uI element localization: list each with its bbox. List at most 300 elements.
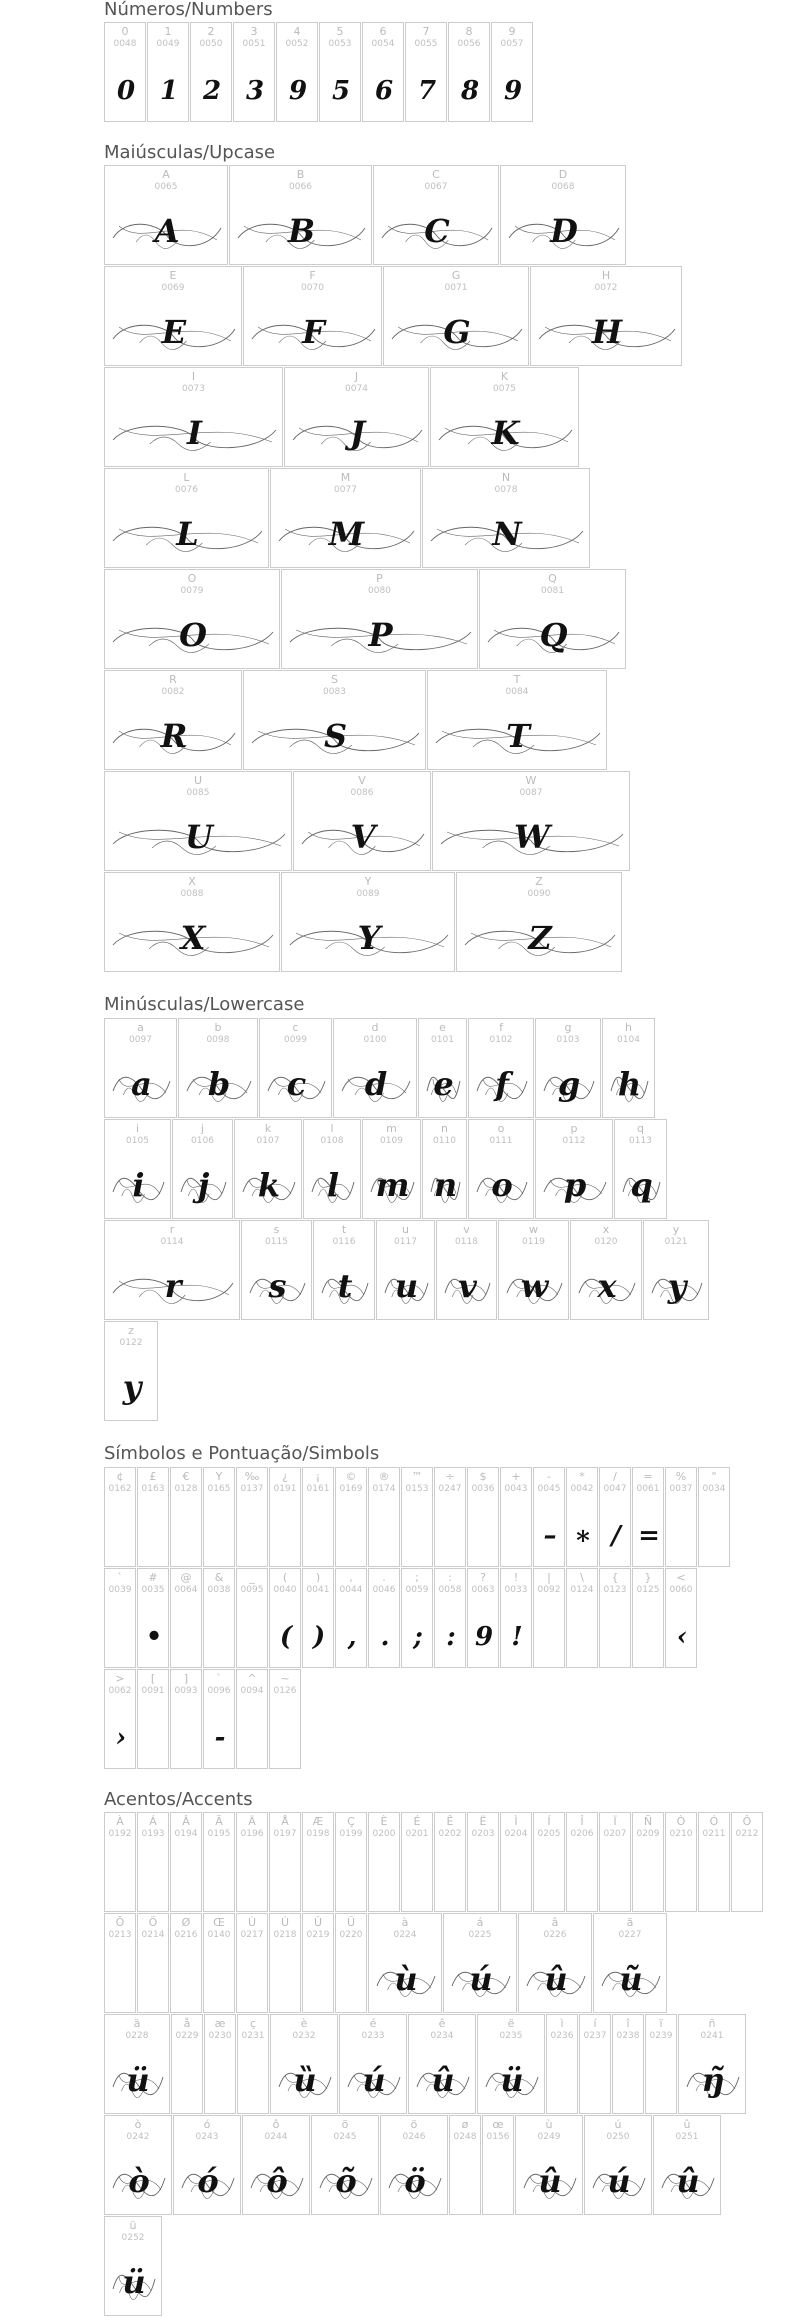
glyph-char-label: l [330, 1122, 334, 1135]
glyph-code-label: 0165 [207, 1484, 231, 1494]
glyph-code-label: 0038 [207, 1585, 231, 1595]
glyph-code-label: 0140 [207, 1930, 231, 1940]
glyph-sample: R [160, 717, 188, 755]
glyph-code-label: 0090 [527, 889, 551, 899]
swash-stroke [378, 1189, 398, 1203]
swash-stroke [471, 933, 611, 947]
glyph-char-label: * [579, 1470, 585, 1483]
swash-stroke [355, 1088, 384, 1102]
glyph-sample: ȕ [293, 2061, 317, 2099]
glyph-cell-lower-0109 [362, 1119, 421, 1219]
swash-stroke [244, 226, 361, 240]
glyph-sample: s [268, 1267, 287, 1305]
swash-stroke [550, 1180, 602, 1194]
glyph-char-label: 0 [121, 25, 129, 38]
swash-ornament [113, 2275, 155, 2299]
swash-stroke [113, 931, 273, 952]
glyph-sample: v [458, 1267, 477, 1305]
swash-stroke [599, 2176, 641, 2190]
glyph-cell-accents-0198 [302, 1812, 334, 1912]
swash-stroke [486, 2073, 538, 2094]
glyph-char-label: ø [461, 2118, 469, 2131]
glyph-cell-symbols-0165 [203, 1467, 235, 1567]
glyph-sample: U [185, 818, 213, 856]
glyph-char-label: [ [150, 1672, 156, 1685]
glyph-char-label: V [358, 774, 366, 787]
glyph-code-label: 0250 [606, 2132, 630, 2142]
glyph-code-label: 0071 [444, 283, 468, 293]
swash-ornament [652, 1279, 702, 1303]
glyph-cell-upper-0072 [530, 266, 682, 366]
glyph-code-label: 0120 [594, 1237, 618, 1247]
glyph-code-label: 0044 [339, 1585, 363, 1595]
glyph-cell-accents-0218 [269, 1913, 301, 2013]
swash-stroke [140, 336, 187, 350]
glyph-code-label: 0245 [333, 2132, 357, 2142]
glyph-cell-lower-0122 [104, 1321, 158, 1421]
glyph-code-label: 0234 [430, 2031, 454, 2041]
glyph-cell-lower-0105 [104, 1119, 171, 1219]
swash-stroke [187, 1077, 251, 1098]
swash-ornament [488, 628, 619, 652]
glyph-char-label: î [626, 2017, 630, 2030]
glyph-char-label: @ [180, 1571, 192, 1584]
swash-stroke [477, 1077, 527, 1098]
swash-stroke [661, 1290, 683, 1304]
glyph-code-label: 0043 [504, 1484, 528, 1494]
glyph-cell-symbols-0161 [302, 1467, 334, 1567]
glyph-char-label: ú [614, 2118, 622, 2131]
glyph-char-label: ™ [411, 1470, 423, 1483]
swash-ornament [251, 2174, 303, 2198]
glyph-code-label: 0105 [126, 1136, 149, 1146]
glyph-sample: ũ [619, 1960, 643, 1998]
swash-stroke [181, 1178, 226, 1199]
glyph-code-label: 0118 [455, 1237, 478, 1247]
glyph-code-label: 0115 [265, 1237, 288, 1247]
glyph-char-label: A [162, 168, 170, 181]
glyph-sample: ü [500, 2061, 524, 2099]
glyph-sample: 9 [474, 1622, 494, 1652]
glyph-cell-accents-0227 [593, 1913, 667, 2013]
glyph-cell-accents-0216 [170, 1913, 202, 2013]
swash-ornament [182, 2174, 234, 2198]
glyph-char-label: ] [183, 1672, 189, 1685]
glyph-code-label: 0076 [175, 485, 198, 495]
glyph-char-label: $ [479, 1470, 487, 1483]
glyph-code-label: 0210 [669, 1829, 693, 1839]
glyph-cell-lower-0099 [259, 1018, 332, 1118]
glyph-code-label: 0220 [339, 1930, 363, 1940]
glyph-sample: x [597, 1267, 617, 1305]
glyph-char-label: ` [216, 1672, 222, 1685]
swash-stroke [187, 1180, 222, 1194]
glyph-code-label: 0213 [108, 1930, 132, 1940]
glyph-char-label: s [273, 1223, 280, 1236]
glyph-cell-symbols-0045 [533, 1467, 565, 1567]
swash-stroke [544, 1178, 606, 1199]
glyph-sample: L [176, 515, 199, 553]
glyph-cell-symbols-0169 [335, 1467, 367, 1567]
glyph-sample: › [115, 1723, 127, 1753]
glyph-sample: W [514, 818, 550, 856]
glyph-char-label: 1 [164, 25, 172, 38]
glyph-sample: = [638, 1521, 660, 1551]
glyph-code-label: 0123 [603, 1585, 627, 1595]
glyph-code-label: 0093 [174, 1686, 198, 1696]
glyph-code-label: 0232 [292, 2031, 316, 2041]
glyph-cell-symbols-0064 [170, 1568, 202, 1668]
glyph-cell-accents-0238 [612, 2014, 644, 2114]
glyph-code-label: 0114 [160, 1237, 184, 1247]
glyph-sample: 9 [288, 76, 308, 106]
swash-stroke [445, 428, 568, 442]
glyph-code-label: 0214 [141, 1930, 165, 1940]
swash-stroke [452, 1290, 473, 1304]
glyph-sample: F [302, 313, 325, 351]
glyph-code-label: 0217 [240, 1930, 264, 1940]
swash-ornament [417, 2073, 469, 2097]
glyph-cell-symbols-0060 [665, 1568, 697, 1668]
glyph-cell-upper-0071 [383, 266, 529, 366]
glyph-char-label: 3 [250, 25, 258, 38]
glyph-cell-upper-0075 [430, 367, 579, 467]
glyph-cell-symbols-0033 [500, 1568, 532, 1668]
glyph-code-label: 0064 [174, 1585, 198, 1595]
glyph-cell-symbols-0247 [434, 1467, 466, 1567]
glyph-sample: ú [362, 2061, 386, 2099]
glyph-char-label: E [169, 269, 177, 282]
glyph-sample: i [132, 1166, 145, 1204]
glyph-sample: û [431, 2061, 455, 2099]
glyph-sample: m [375, 1166, 410, 1204]
swash-stroke [395, 2176, 437, 2190]
glyph-code-label: 0061 [636, 1484, 660, 1494]
swash-ornament [238, 224, 365, 248]
glyph-char-label: ó [203, 2118, 211, 2131]
swash-stroke [256, 1281, 301, 1295]
swash-ornament [279, 2073, 331, 2097]
swash-stroke [191, 2185, 214, 2199]
glyph-code-label: 0047 [603, 1484, 627, 1494]
glyph-code-label: 0191 [273, 1484, 297, 1494]
swash-stroke [431, 527, 583, 548]
swash-stroke [617, 1079, 644, 1093]
glyph-char-label: W [525, 774, 537, 787]
glyph-sample: w [520, 1267, 549, 1305]
glyph-code-label: 0069 [161, 283, 185, 293]
glyph-code-label: 0246 [402, 2132, 426, 2142]
glyph-cell-numbers-0056 [448, 22, 490, 122]
swash-ornament [524, 2174, 576, 2198]
swash-stroke [423, 2075, 465, 2089]
glyph-cell-lower-0107 [234, 1119, 302, 1219]
glyph-code-label: 0156 [486, 2132, 510, 2142]
glyph-sample: ŋ̃ [701, 2061, 725, 2099]
glyph-char-label: J [354, 370, 359, 383]
swash-stroke [533, 235, 576, 249]
swash-ornament [385, 1279, 428, 1303]
glyph-code-label: 0060 [669, 1585, 693, 1595]
glyph-sample: H [591, 313, 623, 351]
glyph-sample: l [326, 1166, 340, 1204]
swash-stroke [556, 1189, 583, 1203]
swash-stroke [434, 1189, 449, 1203]
glyph-cell-lower-0098 [178, 1018, 258, 1118]
glyph-char-label: S [331, 673, 338, 686]
swash-stroke [140, 740, 187, 754]
swash-ornament [113, 1279, 233, 1303]
swash-stroke [152, 841, 216, 855]
glyph-cell-accents-0201 [401, 1812, 433, 1912]
glyph-cell-accents-0225 [443, 1913, 517, 2013]
glyph-char-label: } [644, 1571, 652, 1584]
swash-stroke [188, 1189, 209, 1203]
swash-ornament [279, 527, 414, 551]
swash-stroke [392, 325, 522, 346]
glyph-sample: y [122, 1368, 142, 1406]
swash-stroke [119, 630, 269, 644]
swash-stroke [146, 538, 202, 552]
glyph-cell-upper-0081 [479, 569, 626, 669]
swash-stroke [119, 529, 258, 543]
swash-stroke [451, 1281, 486, 1295]
swash-stroke [123, 1088, 148, 1102]
glyph-code-label: 0163 [141, 1484, 165, 1494]
glyph-cell-accents-0246 [380, 2115, 448, 2215]
glyph-sample: - [214, 1723, 226, 1753]
glyph-cell-numbers-0050 [190, 22, 232, 122]
swash-stroke [113, 527, 262, 548]
glyph-code-label: 0072 [594, 283, 618, 293]
glyph-code-label: 0101 [431, 1035, 454, 1045]
glyph-sample: f [495, 1065, 509, 1103]
glyph-char-label: < [676, 1571, 686, 1584]
glyph-char-label: % [675, 1470, 687, 1483]
swash-stroke [188, 2176, 230, 2190]
glyph-code-label: 0238 [616, 2031, 640, 2041]
glyph-char-label: à [401, 1916, 409, 1929]
swash-stroke [119, 731, 231, 745]
glyph-char-label: y [672, 1223, 680, 1236]
glyph-code-label: 0104 [617, 1035, 640, 1045]
glyph-char-label: ; [415, 1571, 419, 1584]
glyph-cell-accents-0212 [731, 1812, 763, 1912]
swash-stroke [458, 1974, 506, 1988]
swash-ornament [113, 628, 273, 652]
swash-stroke [602, 1972, 660, 1993]
swash-stroke [447, 832, 619, 846]
glyph-cell-lower-0104 [602, 1018, 655, 1118]
glyph-cell-accents-0234 [408, 2014, 476, 2114]
glyph-sample: õ [335, 2162, 357, 2200]
glyph-cell-symbols-0047 [599, 1467, 631, 1567]
glyph-char-label: g [564, 1021, 572, 1034]
swash-stroke [322, 1279, 368, 1300]
glyph-char-label: P [376, 572, 383, 585]
glyph-code-label: 0205 [537, 1829, 561, 1839]
glyph-code-label: 0111 [489, 1136, 513, 1146]
glyph-char-label: j [200, 1122, 205, 1135]
glyph-char-label: æ [214, 2017, 226, 2030]
swash-ornament [342, 1077, 410, 1101]
glyph-char-label: O [187, 572, 197, 585]
swash-stroke [354, 2075, 396, 2089]
glyph-char-label: \ [580, 1571, 584, 1584]
glyph-char-label: Ì [514, 1815, 518, 1828]
glyph-sample: b [207, 1065, 231, 1103]
glyph-code-label: 0091 [141, 1686, 165, 1696]
glyph-char-label: Ë [479, 1815, 487, 1828]
swash-ornament [312, 1178, 354, 1202]
glyph-code-label: 0112 [562, 1136, 586, 1146]
glyph-code-label: 0242 [126, 2132, 150, 2142]
title-accents: Acentos/Accents [104, 1789, 253, 1810]
glyph-cell-symbols-0096 [203, 1669, 235, 1769]
glyph-code-label: 0207 [603, 1829, 627, 1839]
glyph-sample: 0 [116, 76, 136, 106]
swash-stroke [486, 1088, 508, 1102]
glyph-char-label: © [345, 1470, 357, 1483]
swash-stroke [290, 740, 352, 754]
glyph-code-label: 0057 [500, 39, 524, 49]
glyph-sample: ú [469, 1960, 493, 1998]
glyph-sample: 7 [417, 76, 437, 106]
swash-stroke [122, 1189, 145, 1203]
swash-stroke [392, 1290, 412, 1304]
glyph-code-label: 0125 [636, 1585, 660, 1595]
glyph-cell-accents-0214 [137, 1913, 169, 2013]
glyph-code-label: 0252 [121, 2233, 145, 2243]
swash-stroke [193, 1079, 247, 1093]
swash-stroke [530, 2176, 572, 2190]
glyph-cell-accents-0193 [137, 1812, 169, 1912]
glyph-char-label: Î [580, 1815, 584, 1828]
glyph-char-label: è [300, 2017, 308, 2030]
swash-ornament [477, 1077, 527, 1101]
swash-stroke [139, 1290, 185, 1304]
glyph-cell-upper-0067 [373, 165, 499, 265]
glyph-cell-symbols-0043 [500, 1467, 532, 1567]
glyph-char-label: ñ [708, 2017, 716, 2030]
glyph-code-label: 0219 [306, 1930, 330, 1940]
glyph-sample: N [492, 515, 522, 553]
glyph-char-label: X [188, 875, 196, 888]
glyph-cell-symbols-0092 [533, 1568, 565, 1668]
glyph-code-label: 0077 [334, 485, 357, 495]
glyph-sample: d [364, 1065, 388, 1103]
swash-stroke [299, 428, 418, 442]
glyph-char-label: ? [480, 1571, 486, 1584]
glyph-char-label: Q [548, 572, 557, 585]
glyph-cell-lower-0102 [468, 1018, 534, 1118]
glyph-cell-upper-0090 [456, 872, 622, 972]
glyph-char-label: b [214, 1021, 222, 1034]
glyph-char-label: L [183, 471, 190, 484]
glyph-char-label: ¡ [315, 1470, 321, 1483]
glyph-cell-accents-0210 [665, 1812, 697, 1912]
glyph-cell-lower-0118 [436, 1220, 497, 1320]
swash-stroke [290, 628, 471, 649]
swash-stroke [252, 1189, 275, 1203]
glyph-cell-accents-0252 [104, 2216, 162, 2316]
glyph-cell-lower-0106 [172, 1119, 233, 1219]
glyph-cell-symbols-0039 [104, 1568, 136, 1668]
glyph-sample: g [557, 1065, 581, 1103]
swash-stroke [290, 931, 448, 952]
glyph-cell-symbols-0094 [236, 1669, 268, 1769]
glyph-char-label: € [182, 1470, 190, 1483]
glyph-code-label: 0085 [186, 788, 210, 798]
glyph-sample: . [380, 1622, 390, 1652]
swash-stroke [113, 2174, 165, 2195]
swash-ornament [181, 1178, 226, 1202]
swash-stroke [250, 1279, 305, 1300]
glyph-char-label: z [128, 1324, 134, 1337]
glyph-char-label: _ [249, 1571, 255, 1584]
glyph-char-label: À [116, 1815, 124, 1828]
glyph-char-label: ! [513, 1571, 519, 1584]
glyph-cell-upper-0068 [500, 165, 626, 265]
glyph-code-label: 0216 [174, 1930, 198, 1940]
glyph-char-label: 5 [336, 25, 344, 38]
glyph-sample: k [257, 1166, 281, 1204]
glyph-cell-accents-0207 [599, 1812, 631, 1912]
glyph-code-label: 0231 [241, 2031, 265, 2041]
swash-stroke [509, 224, 619, 245]
glyph-cell-accents-0220 [335, 1913, 367, 2013]
swash-stroke [463, 1983, 488, 1997]
swash-stroke [628, 1189, 646, 1203]
glyph-code-label: 0200 [372, 1829, 396, 1839]
glyph-code-label: 0033 [504, 1585, 528, 1595]
glyph-cell-symbols-0093 [170, 1669, 202, 1769]
swash-ornament [602, 1972, 660, 1996]
glyph-code-label: 0051 [242, 39, 266, 49]
glyph-cell-numbers-0052 [276, 22, 318, 122]
swash-stroke [113, 2073, 163, 2094]
swash-stroke [348, 2073, 400, 2094]
glyph-char-label: f [499, 1021, 503, 1034]
glyph-code-label: 0094 [240, 1686, 264, 1696]
swash-stroke [431, 1088, 448, 1102]
swash-stroke [513, 1281, 558, 1295]
swash-stroke [329, 841, 376, 855]
glyph-code-label: 0174 [372, 1484, 396, 1494]
glyph-char-label: t [341, 1223, 347, 1236]
glyph-sample: J [349, 414, 366, 452]
glyph-cell-accents-0213 [104, 1913, 136, 2013]
glyph-char-label: w [529, 1223, 538, 1236]
glyph-sample: G [443, 313, 471, 351]
glyph-sample: t [337, 1267, 353, 1305]
glyph-cell-accents-0229 [171, 2014, 203, 2114]
glyph-char-label: a [137, 1021, 144, 1034]
glyph-code-label: 0161 [306, 1484, 330, 1494]
glyph-char-label: : [448, 1571, 452, 1584]
glyph-code-label: 0106 [191, 1136, 214, 1146]
glyph-code-label: 0119 [522, 1237, 545, 1247]
glyph-char-label: I [191, 370, 196, 383]
glyph-char-label: Õ [115, 1916, 125, 1929]
glyph-sample: A [154, 212, 180, 250]
glyph-code-label: 0204 [504, 1829, 528, 1839]
glyph-cell-accents-0251 [653, 2115, 721, 2215]
glyph-code-label: 0202 [438, 1829, 462, 1839]
glyph-code-label: 0124 [570, 1585, 594, 1595]
swash-stroke [569, 336, 621, 350]
glyph-char-label: Í [547, 1815, 551, 1828]
